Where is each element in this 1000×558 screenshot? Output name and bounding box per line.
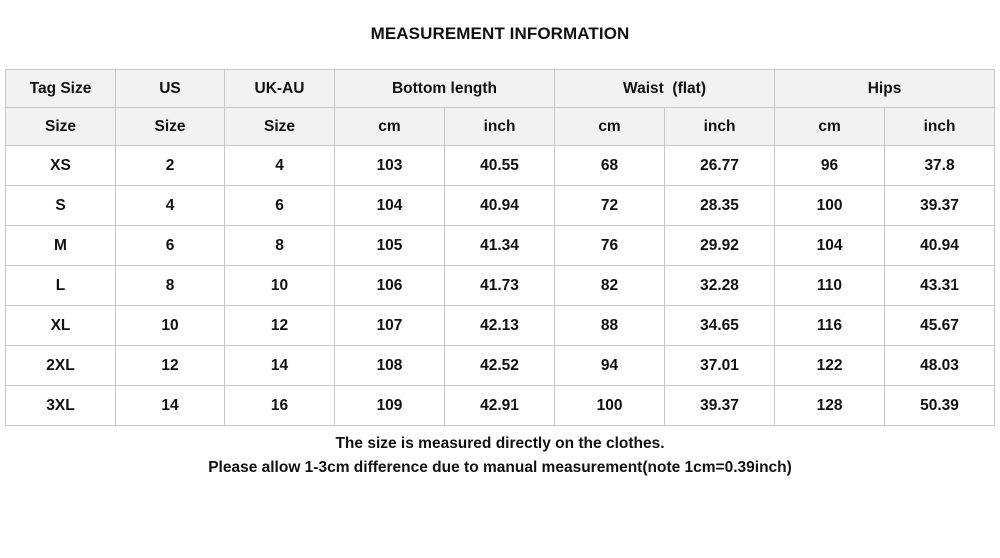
measurement-note: The size is measured directly on the clothes.: [335, 435, 665, 452]
table-cell: 39.37: [665, 386, 775, 426]
table-unit-row: [6, 108, 995, 146]
table-cell: 12: [225, 306, 335, 346]
table-cell: 10: [116, 306, 225, 346]
table-cell: 106: [335, 266, 445, 306]
table-cell: 76: [555, 226, 665, 266]
table-cell: 4: [116, 186, 225, 226]
table-cell: 42.52: [445, 346, 555, 386]
size-label-cell: S: [6, 186, 116, 226]
table-cell: 68: [555, 146, 665, 186]
table-cell: 94: [555, 346, 665, 386]
unit-cell: cm: [555, 108, 665, 146]
unit-cell: Size: [116, 108, 225, 146]
table-cell: 26.77: [665, 146, 775, 186]
unit-cell: inch: [665, 108, 775, 146]
size-label-cell: L: [6, 266, 116, 306]
unit-cell: Size: [225, 108, 335, 146]
table-cell: 108: [335, 346, 445, 386]
unit-cell: inch: [445, 108, 555, 146]
table-cell: 48.03: [885, 346, 995, 386]
table-cell: 41.34: [445, 226, 555, 266]
tolerance-note: Please allow 1-3cm difference due to manual measurement(note 1cm=0.39inch): [208, 459, 792, 476]
table-row: [6, 186, 995, 226]
header-us: US: [116, 70, 225, 108]
size-chart-table: [5, 69, 995, 426]
table-cell: 41.73: [445, 266, 555, 306]
table-cell: 10: [225, 266, 335, 306]
table-cell: 40.94: [885, 226, 995, 266]
table-cell: 8: [225, 226, 335, 266]
table-cell: 16: [225, 386, 335, 426]
table-cell: 40.55: [445, 146, 555, 186]
table-cell: 100: [775, 186, 885, 226]
table-cell: 122: [775, 346, 885, 386]
table-row: [6, 306, 995, 346]
table-cell: 40.94: [445, 186, 555, 226]
header-hips: Hips: [775, 70, 995, 108]
unit-cell: Size: [6, 108, 116, 146]
table-row: [6, 226, 995, 266]
table-cell: 34.65: [665, 306, 775, 346]
header-uk-au: UK-AU: [225, 70, 335, 108]
unit-cell: inch: [885, 108, 995, 146]
table-cell: 37.8: [885, 146, 995, 186]
table-cell: 42.13: [445, 306, 555, 346]
table-cell: 107: [335, 306, 445, 346]
table-cell: 110: [775, 266, 885, 306]
table-cell: 32.28: [665, 266, 775, 306]
page-title: MEASUREMENT INFORMATION: [370, 24, 630, 43]
size-label-cell: XS: [6, 146, 116, 186]
unit-cell: cm: [775, 108, 885, 146]
unit-cell: cm: [335, 108, 445, 146]
table-cell: 12: [116, 346, 225, 386]
table-cell: 96: [775, 146, 885, 186]
table-cell: 50.39: [885, 386, 995, 426]
table-cell: 45.67: [885, 306, 995, 346]
table-row: [6, 386, 995, 426]
table-cell: 104: [335, 186, 445, 226]
size-label-cell: 3XL: [6, 386, 116, 426]
table-cell: 37.01: [665, 346, 775, 386]
table-cell: 39.37: [885, 186, 995, 226]
table-cell: 105: [335, 226, 445, 266]
table-cell: 8: [116, 266, 225, 306]
table-cell: 82: [555, 266, 665, 306]
table-cell: 29.92: [665, 226, 775, 266]
table-cell: 103: [335, 146, 445, 186]
table-cell: 28.35: [665, 186, 775, 226]
table-cell: 14: [225, 346, 335, 386]
table-cell: 6: [225, 186, 335, 226]
size-label-cell: 2XL: [6, 346, 116, 386]
table-cell: 14: [116, 386, 225, 426]
table-header-row: [6, 70, 995, 108]
table-cell: 4: [225, 146, 335, 186]
size-label-cell: M: [6, 226, 116, 266]
table-cell: 128: [775, 386, 885, 426]
size-label-cell: XL: [6, 306, 116, 346]
table-cell: 2: [116, 146, 225, 186]
header-waist: Waist (flat): [555, 70, 775, 108]
header-tag-size: Tag Size: [6, 70, 116, 108]
table-cell: 6: [116, 226, 225, 266]
header-bottom-length: Bottom length: [335, 70, 555, 108]
table-cell: 100: [555, 386, 665, 426]
table-cell: 72: [555, 186, 665, 226]
table-cell: 88: [555, 306, 665, 346]
table-cell: 104: [775, 226, 885, 266]
table-row: [6, 266, 995, 306]
table-cell: 43.31: [885, 266, 995, 306]
table-row: [6, 146, 995, 186]
table-cell: 116: [775, 306, 885, 346]
table-cell: 42.91: [445, 386, 555, 426]
table-row: [6, 346, 995, 386]
table-cell: 109: [335, 386, 445, 426]
